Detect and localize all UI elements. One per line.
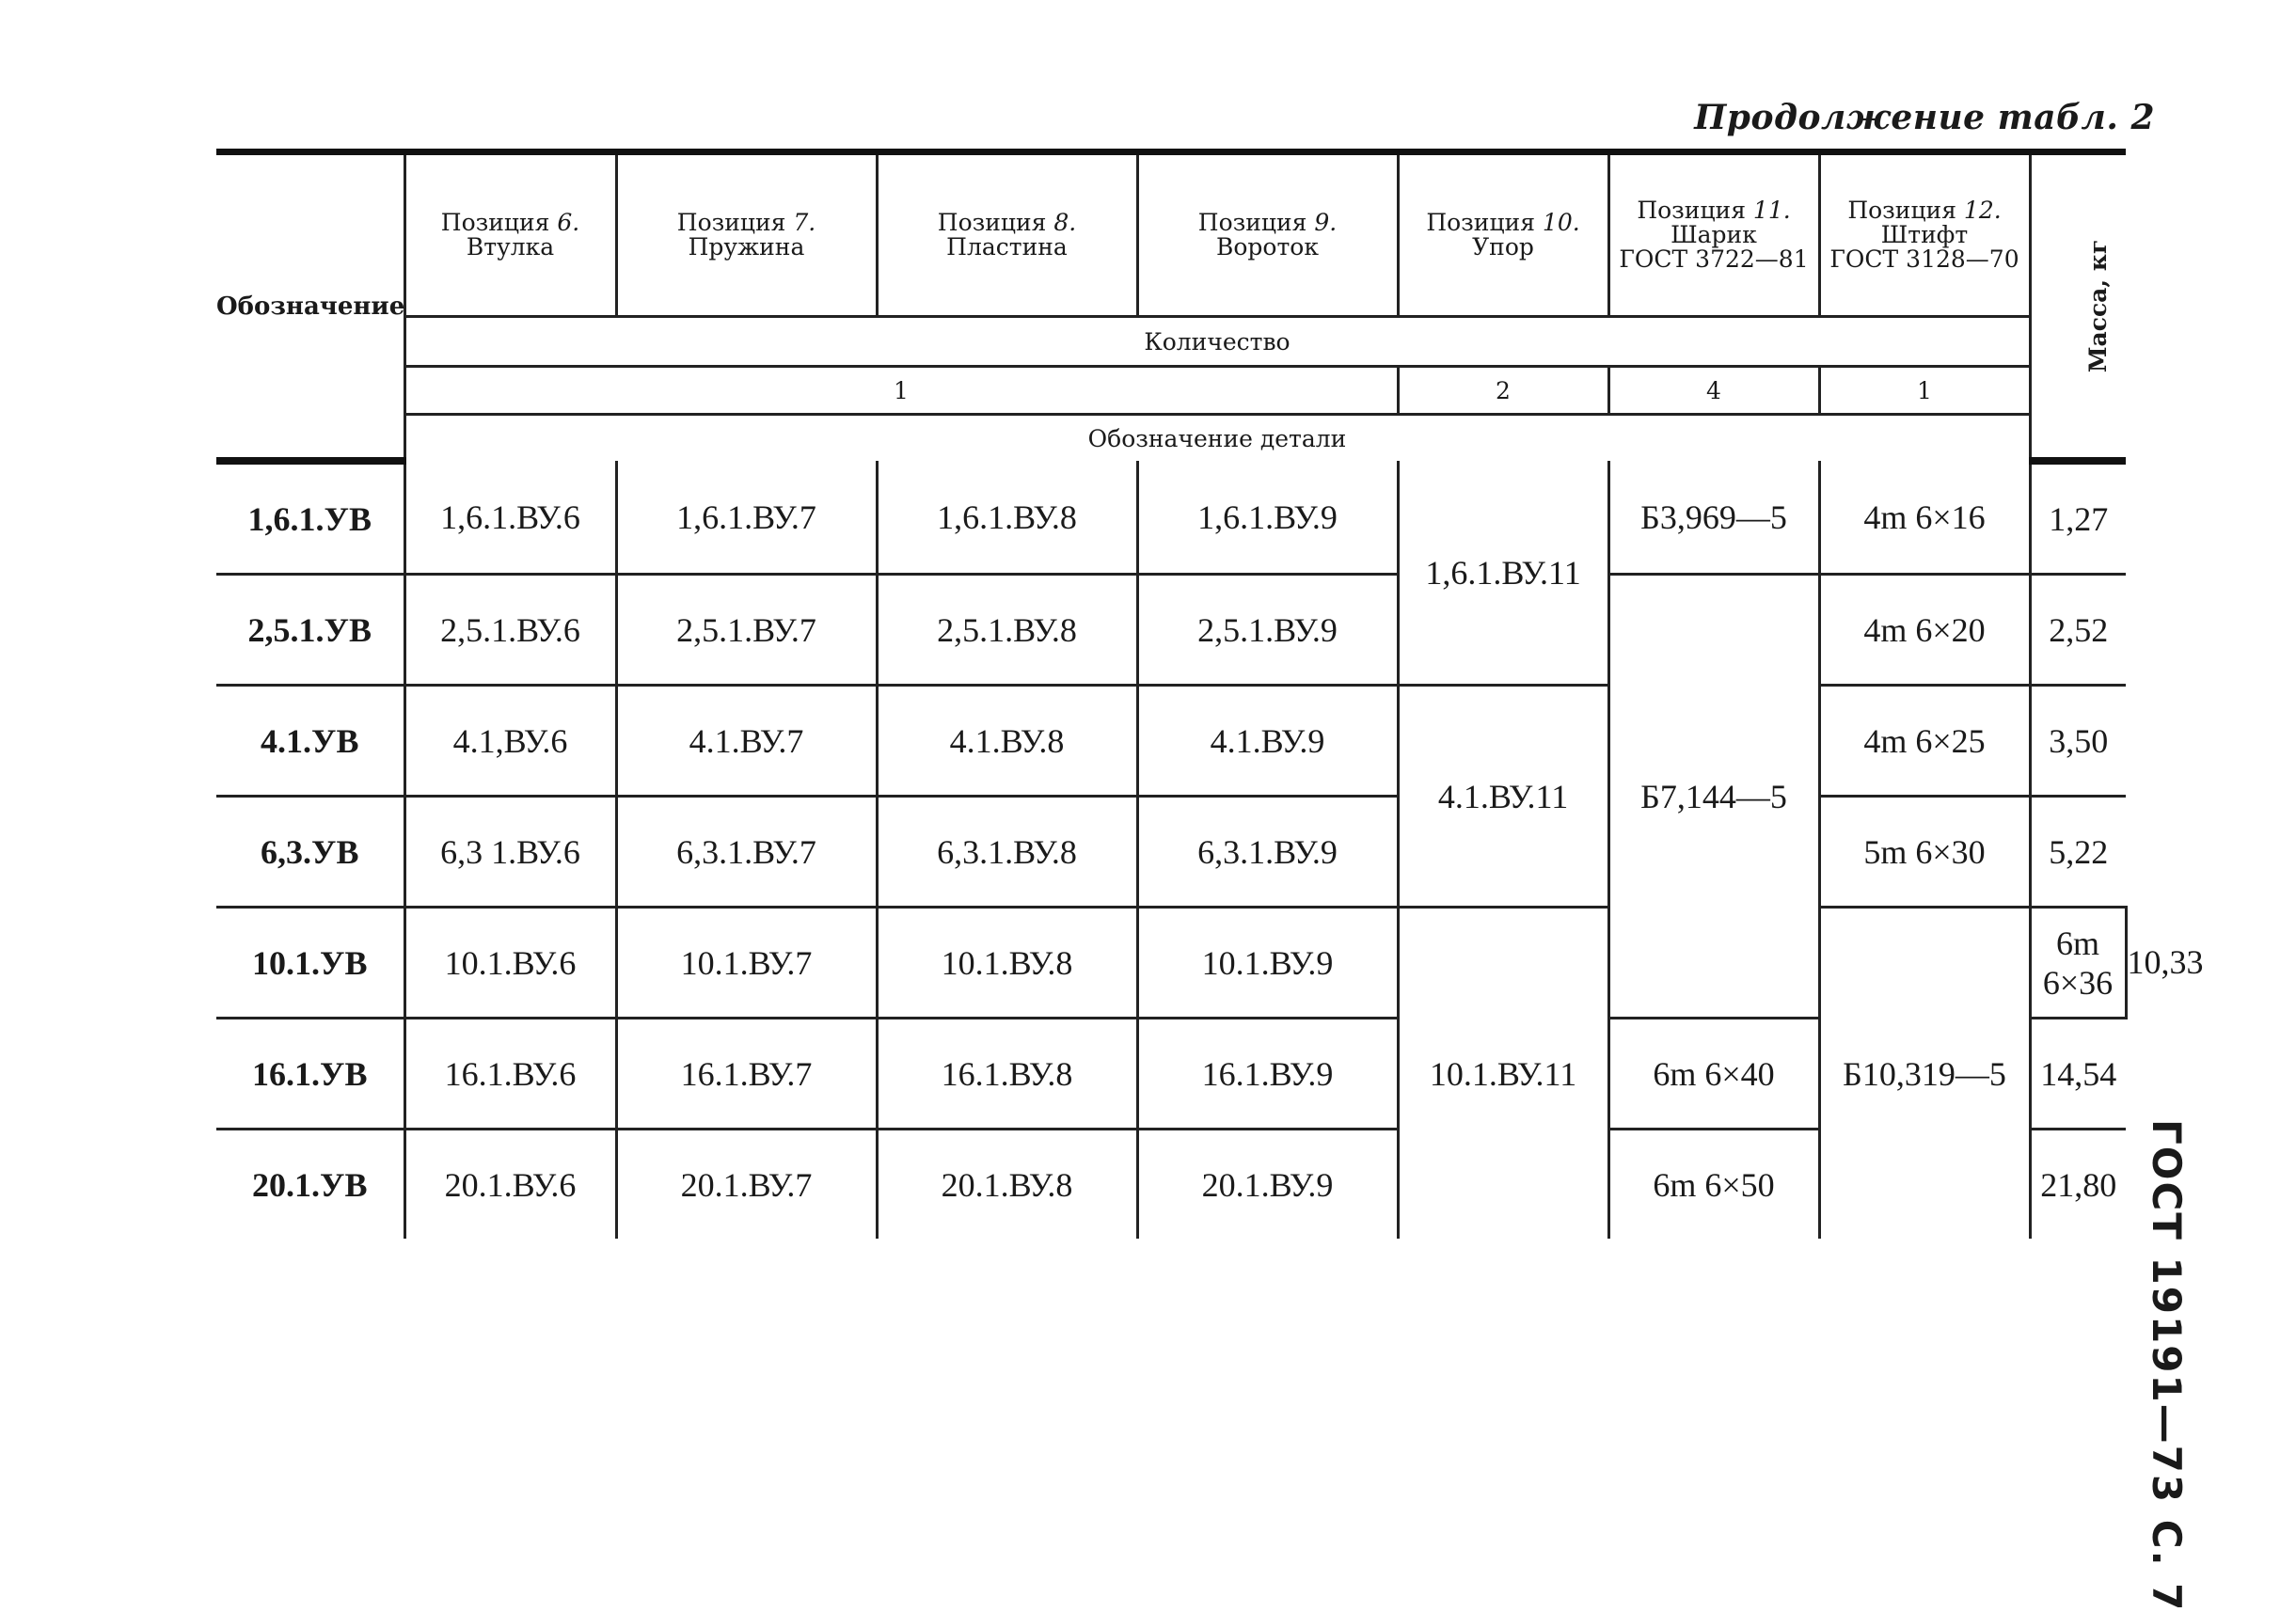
row-mass: 2,52 [2030,575,2126,686]
header-massa: Масса, кг [2030,152,2126,462]
sharik-group-2: Б7,144—5 [1608,575,1819,1019]
row-pos6: 20.1.ВУ.6 [404,1130,616,1240]
row-pos9: 1,6.1.ВУ.9 [1137,461,1398,575]
row-oboznachenie: 1,6.1.УВ [216,461,404,575]
row-pos8: 1,6.1.ВУ.8 [877,461,1137,575]
row-pos8: 10.1.ВУ.8 [877,908,1137,1019]
row-pos12: 4m 6×16 [1819,461,2030,575]
standard-page-label: ГОСТ 19191—73 С. 7 [2144,1119,2190,1612]
row-mass: 21,80 [2030,1130,2126,1240]
row-pos12: 4m 6×20 [1819,575,2030,686]
row-oboznachenie: 2,5.1.УВ [216,575,404,686]
row-pos9: 4.1.ВУ.9 [1137,686,1398,797]
header-position-11: Позиция 11. Шарик ГОСТ 3722—81 [1608,152,1819,317]
row-mass: 1,27 [2030,461,2126,575]
row-mass: 5,22 [2030,797,2126,908]
row-oboznachenie: 16.1.УВ [216,1019,404,1130]
row-pos6: 4.1,ВУ.6 [404,686,616,797]
sharik-group-3: Б10,319—5 [1819,908,2030,1240]
header-kolichestvo: Количество [404,317,2030,367]
header-position-8: Позиция 8. Пластина [877,152,1137,317]
row-pos7: 6,3.1.ВУ.7 [616,797,877,908]
header-qty-group-1: 1 [404,367,1398,415]
header-oboznachenie: Обозначение [216,152,404,462]
row-oboznachenie: 6,3.УВ [216,797,404,908]
row-pos9: 6,3.1.ВУ.9 [1137,797,1398,908]
row-pos6: 1,6.1.ВУ.6 [404,461,616,575]
row-pos9: 2,5.1.ВУ.9 [1137,575,1398,686]
row-pos7: 16.1.ВУ.7 [616,1019,877,1130]
table-row [216,575,2126,686]
row-pos12: 4m 6×25 [1819,686,2030,797]
table-row [216,797,2126,908]
upor-group-2: 4.1.ВУ.11 [1398,686,1608,908]
row-pos8: 16.1.ВУ.8 [877,1019,1137,1130]
upor-group-1: 1,6.1.ВУ.11 [1398,461,1608,686]
header-position-7: Позиция 7. Пружина [616,152,877,317]
specification-table [216,149,2204,1239]
row-pos8: 20.1.ВУ.8 [877,1130,1137,1240]
header-position-12: Позиция 12. Штифт ГОСТ 3128—70 [1819,152,2030,317]
table-row [216,686,2126,797]
row-pos9: 16.1.ВУ.9 [1137,1019,1398,1130]
row-mass: 14,54 [2030,1019,2126,1130]
header-position-9: Позиция 9. Вороток [1137,152,1398,317]
header-qty-sharik: 4 [1608,367,1819,415]
row-pos7: 10.1.ВУ.7 [616,908,877,1019]
row-pos12: 5m 6×30 [1819,797,2030,908]
header-position-10: Позиция 10. Упор [1398,152,1608,317]
upor-group-3: 10.1.ВУ.11 [1398,908,1608,1240]
row-pos7: 4.1.ВУ.7 [616,686,877,797]
row-oboznachenie: 10.1.УВ [216,908,404,1019]
row-pos12: 6m 6×50 [1608,1130,1819,1240]
sharik-group-1: Б3,969—5 [1608,461,1819,575]
row-pos9: 10.1.ВУ.9 [1137,908,1398,1019]
row-pos6: 6,3 1.ВУ.6 [404,797,616,908]
header-qty-upor: 2 [1398,367,1608,415]
table-row [216,461,2126,575]
row-pos9: 20.1.ВУ.9 [1137,1130,1398,1240]
row-pos12: 6m 6×40 [1608,1019,1819,1130]
row-pos8: 2,5.1.ВУ.8 [877,575,1137,686]
row-pos6: 10.1.ВУ.6 [404,908,616,1019]
row-oboznachenie: 20.1.УВ [252,1165,368,1204]
row-pos6: 2,5.1.ВУ.6 [404,575,616,686]
row-pos12: 6m 6×36 [2030,908,2126,1019]
header-position-6: Позиция 6. Втулка [404,152,616,317]
row-pos8: 4.1.ВУ.8 [877,686,1137,797]
table-continuation-caption: Продолжение табл. 2 [1694,98,2155,137]
row-pos7: 2,5.1.ВУ.7 [616,575,877,686]
row-mass: 3,50 [2030,686,2126,797]
row-pos6: 16.1.ВУ.6 [404,1019,616,1130]
row-pos7: 20.1.ВУ.7 [616,1130,877,1240]
table-row: 10.1.УВ 10.1.ВУ.6 10.1.ВУ.7 10.1.ВУ.8 10.1.ВУ.9 10.1.ВУ.11 Б10,319—5 6m 6×36 10,33 [216,908,2126,1019]
row-oboznachenie: 4.1.УВ [216,686,404,797]
row-pos7: 1,6.1.ВУ.7 [616,461,877,575]
row-pos8: 6,3.1.ВУ.8 [877,797,1137,908]
header-oboznachenie-detali: Обозначение детали [404,415,2030,462]
header-qty-shtift: 1 [1819,367,2030,415]
